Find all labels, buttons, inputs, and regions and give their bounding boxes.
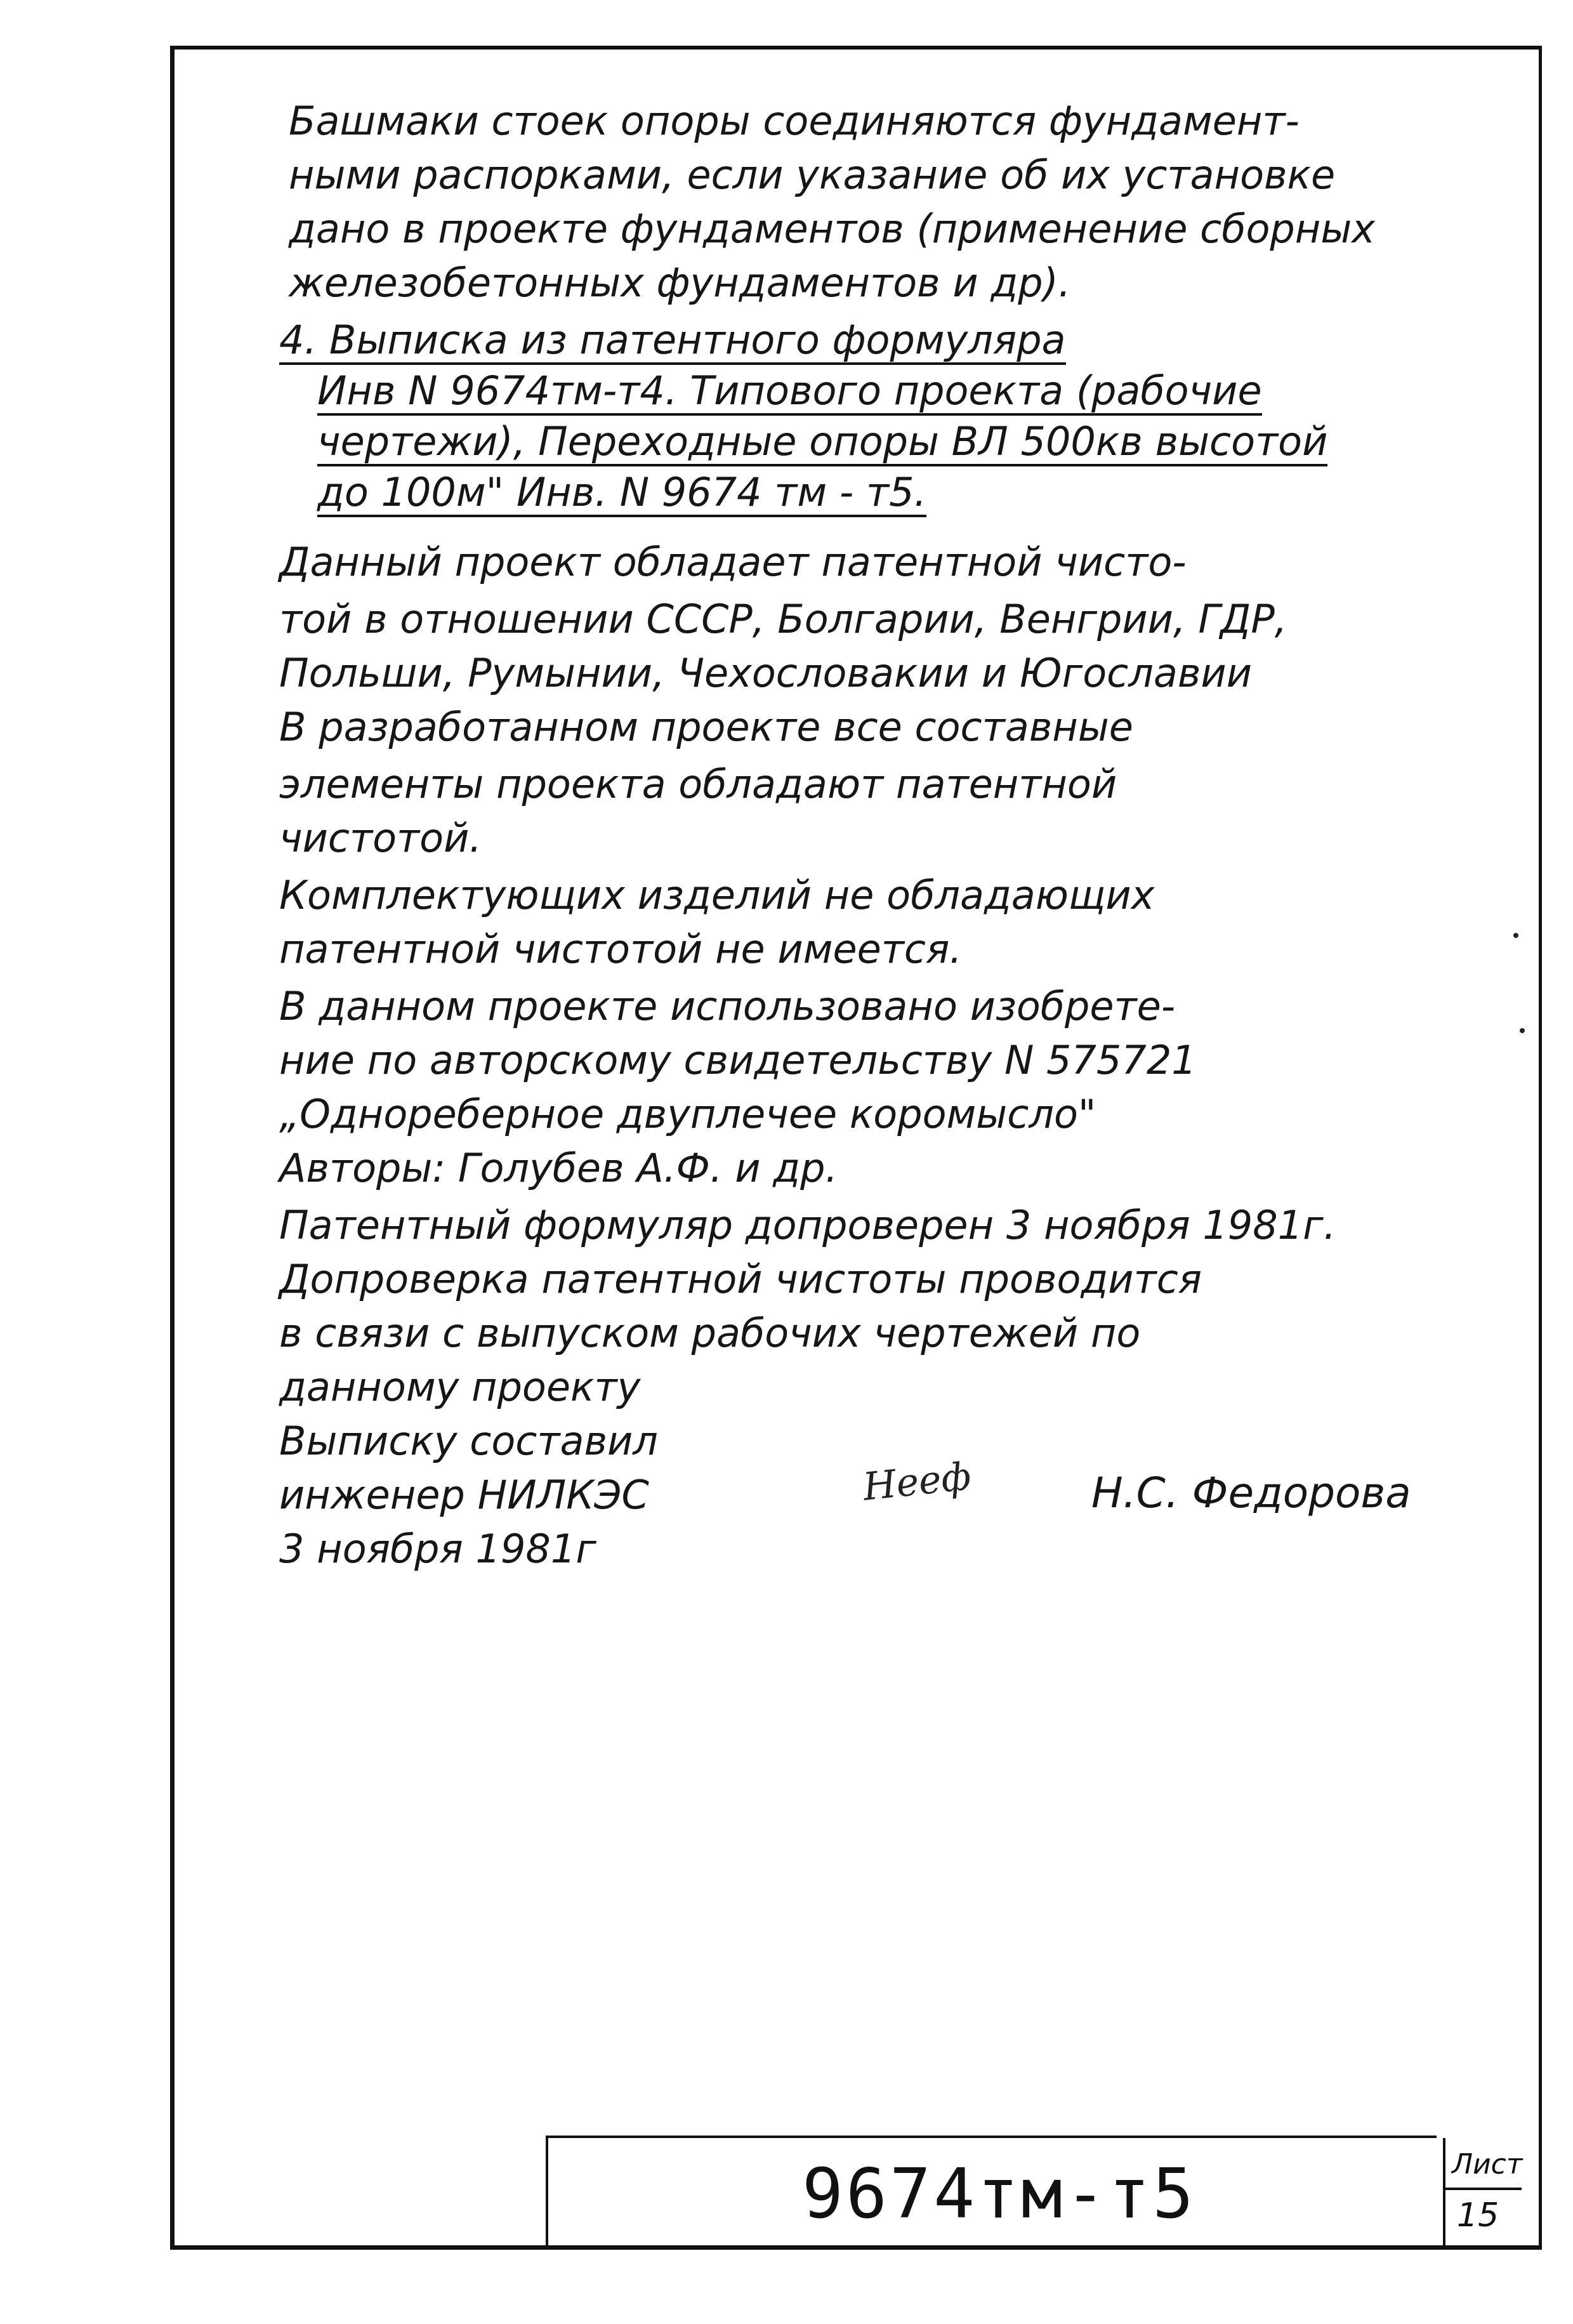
text-line-2: ными распорками, если указание об их установке bbox=[289, 152, 1336, 198]
text-line-26: инженер НИЛКЭС bbox=[279, 1472, 649, 1518]
signature: Нееф bbox=[860, 1454, 973, 1510]
text-line-21: Патентный формуляр допроверен 3 ноября 1981г. bbox=[279, 1202, 1336, 1248]
text-line-9: Данный проект обладает патентной чисто- bbox=[279, 539, 1187, 585]
text-line-14: чистотой. bbox=[279, 815, 482, 861]
text-line-10: той в отношении СССР, Болгарии, Венгрии, ГДР, bbox=[279, 596, 1287, 642]
sheet-cell bbox=[1443, 2138, 1522, 2246]
document-code: 9674тм-т5 bbox=[802, 2155, 1197, 2234]
text-line-16: патентной чистотой не имеется. bbox=[279, 926, 962, 972]
text-line-25: Выписку составил bbox=[279, 1418, 658, 1464]
section-heading: 4. Выписка из патентного формуляра bbox=[279, 320, 1066, 365]
text-line-19: „Однореберное двуплечее коромысло" bbox=[279, 1091, 1096, 1137]
text-line-7: чертежи), Переходные опоры ВЛ 500кв высотой bbox=[317, 422, 1327, 466]
text-line-1: Башмаки стоек опоры соединяются фундамент- bbox=[289, 98, 1300, 144]
text-line-4: железобетонных фундаментов и др). bbox=[289, 260, 1071, 306]
text-line-24: данному проекту bbox=[279, 1364, 641, 1410]
text-line-13: элементы проекта обладают патентной bbox=[279, 761, 1117, 807]
text-line-18: ние по авторскому свидетельству N 575721 bbox=[279, 1037, 1197, 1083]
text-line-17: В данном проекте использовано изобрете- bbox=[279, 983, 1176, 1029]
scan-speck bbox=[1520, 1028, 1525, 1033]
text-line-11: Польши, Румынии, Чехословакии и Югославии bbox=[279, 650, 1252, 696]
text-line-20: Авторы: Голубев А.Ф. и др. bbox=[279, 1145, 838, 1191]
sheet-divider bbox=[1445, 2188, 1522, 2190]
text-line-23: в связи с выпуском рабочих чертежей по bbox=[279, 1310, 1141, 1356]
text-line-8: до 100м" Инв. N 9674 тм - т5. bbox=[317, 473, 926, 517]
text-line-3: дано в проекте фундаментов (применение сборных bbox=[289, 206, 1375, 252]
text-line-15: Комплектующих изделий не обладающих bbox=[279, 872, 1155, 918]
text-line-12: В разработанном проекте все составные bbox=[279, 704, 1133, 750]
sheet-label: Лист bbox=[1452, 2148, 1523, 2181]
signer-name: Н.С. Федорова bbox=[1091, 1469, 1411, 1517]
text-line-22: Допроверка патентной чистоты проводится bbox=[279, 1256, 1202, 1302]
sheet-number: 15 bbox=[1457, 2196, 1499, 2235]
title-block bbox=[546, 2136, 1523, 2246]
scan-speck bbox=[1513, 933, 1518, 938]
text-line-27: 3 ноября 1981г bbox=[279, 1526, 596, 1572]
text-line-6: Инв N 9674тм-т4. Типового проекта (рабочие bbox=[317, 371, 1262, 416]
